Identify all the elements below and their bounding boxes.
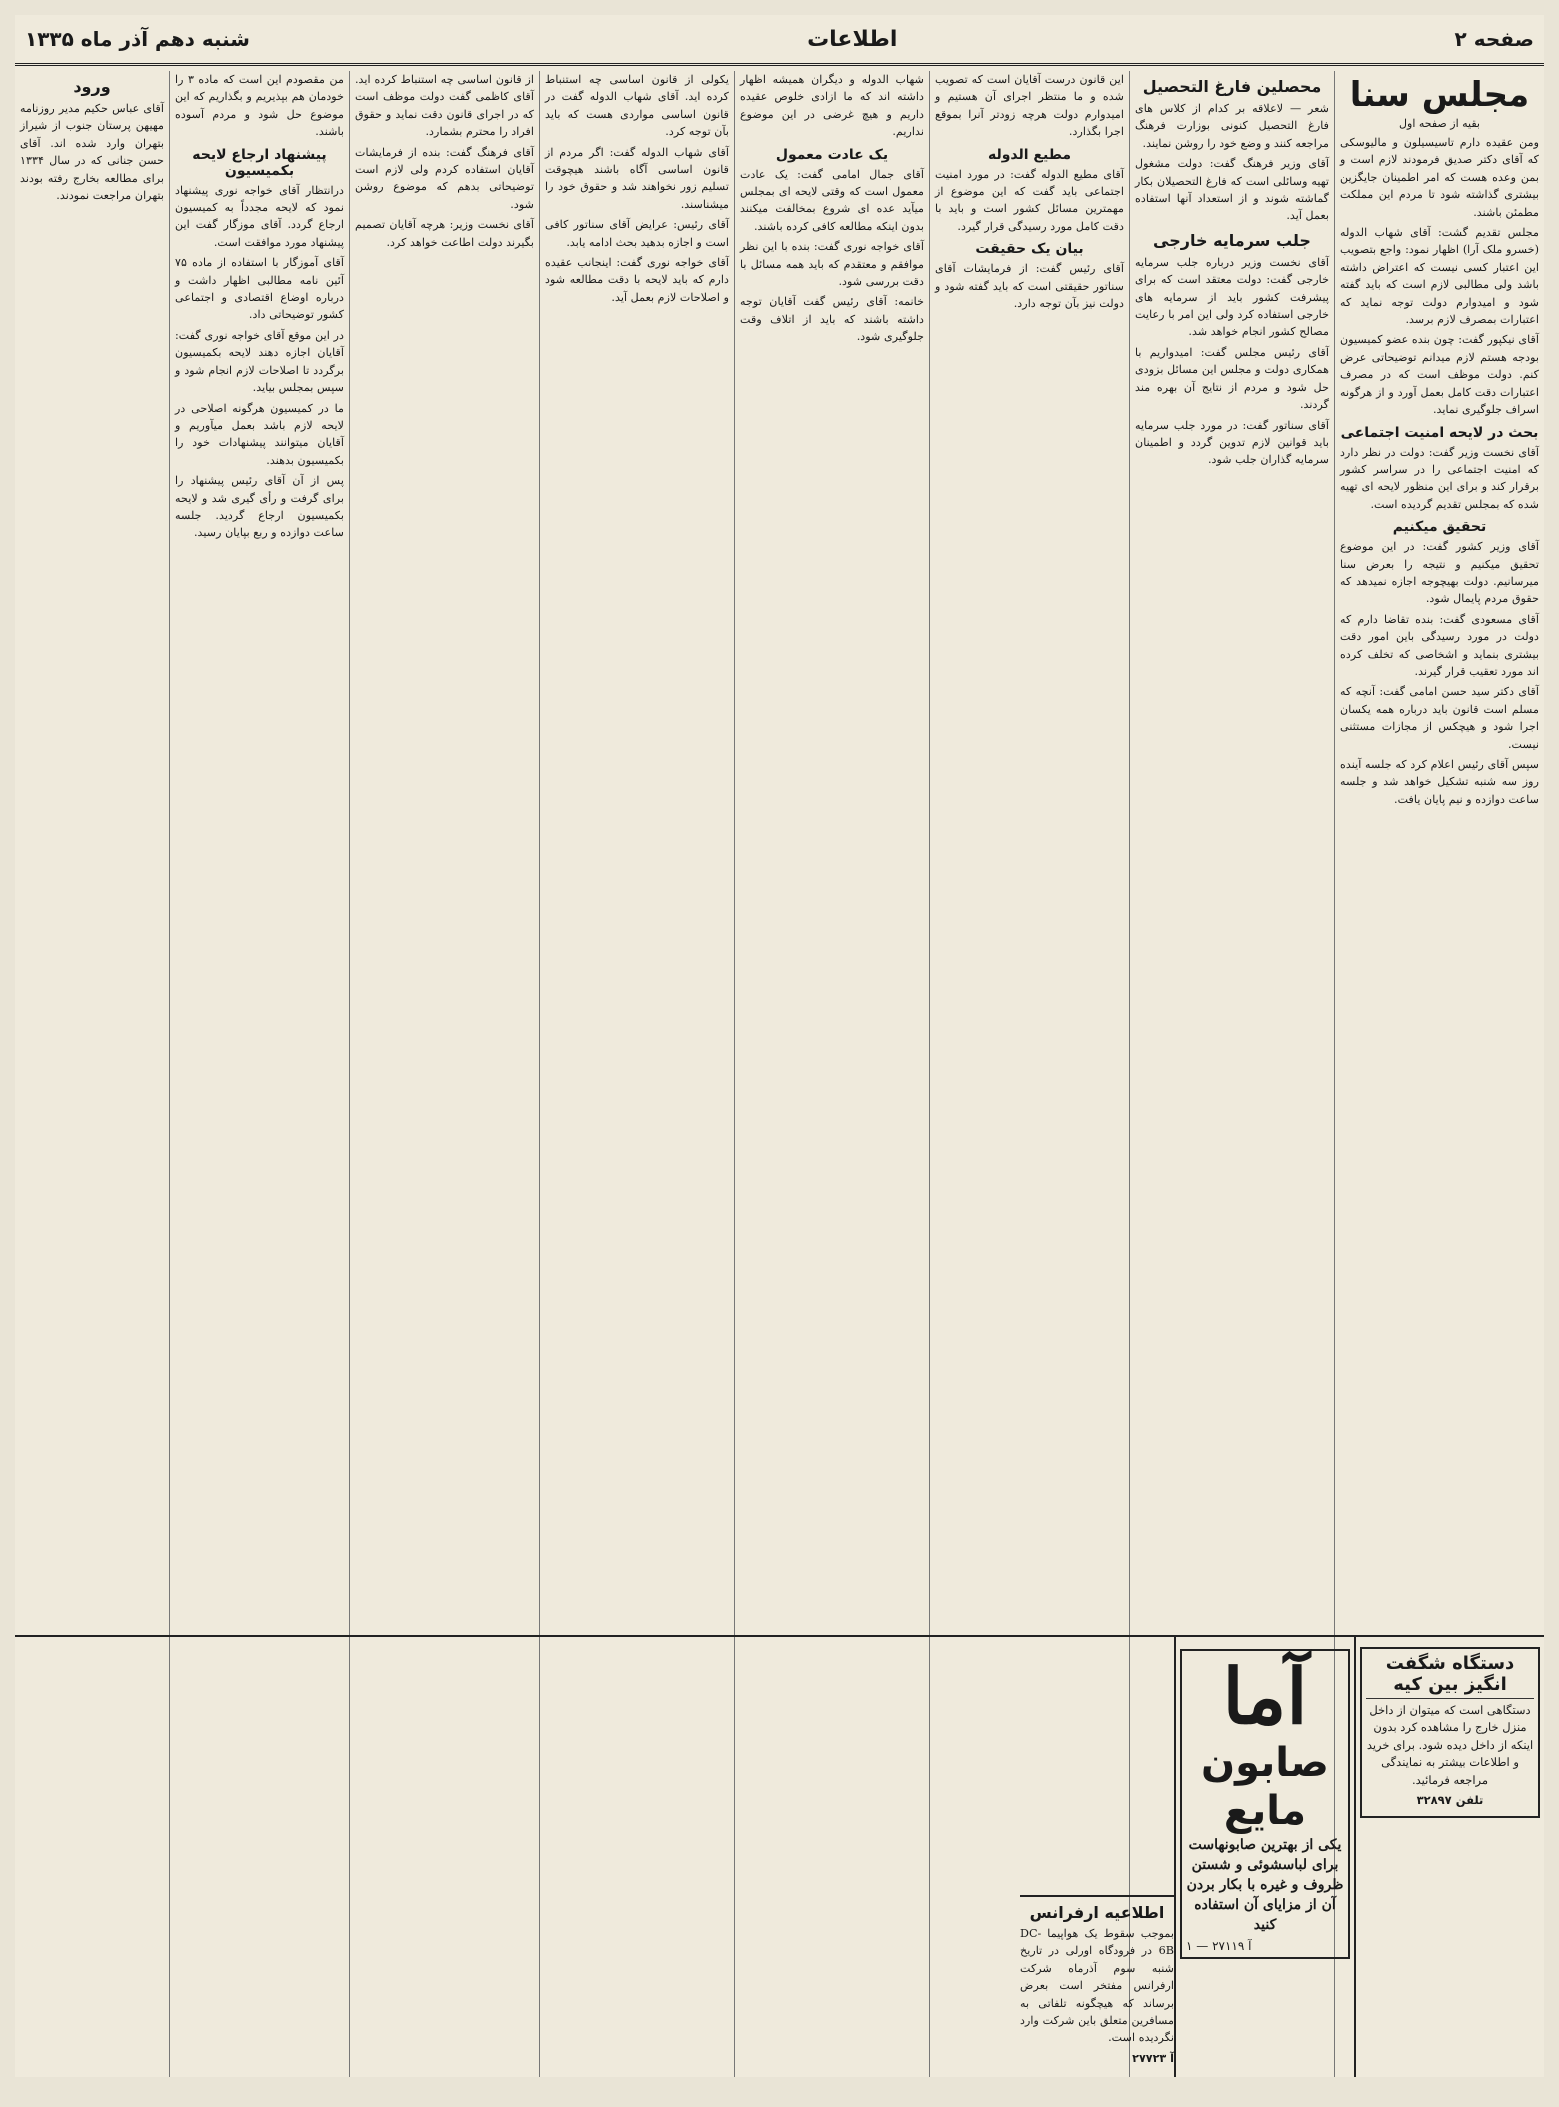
senate-paragraph: آقای دکتر سید حسن امامی گفت: آنچه که مسلم است قانون باید درباره همه یکسان اجرا شود و هیچکس از مجازات مستثنی نیست. <box>1340 685 1539 751</box>
senate-paragraph: ومن عقیده دارم تاسیسیلون و مالیوسکی که آقای دکتر صدیق فرمودند لازم است و بمن وعده هست که امر اطمینان جایگزین بیشتری گذاشته شود تا مردم این مملکت مطمئن باشند. <box>1340 136 1539 219</box>
ama-description: یکی از بهترین صابونهاست برای لباسشوئی و شستن ظروف و غیره با بکار بردن آن از مزایای آن استفاده کنید <box>1186 1837 1344 1933</box>
fact-heading: بیان یک حقیقت <box>975 241 1084 258</box>
column-5-paragraph: آقای رئیس: عرایض آقای سناتور کافی است و اجازه بدهید بحث ادامه یابد. <box>545 218 729 249</box>
ama-brand: آما <box>1222 1652 1308 1741</box>
page-number: صفحه ۲ <box>1454 27 1534 51</box>
graduates-paragraph: آقای وزیر فرهنگ گفت: دولت مشغول تهیه وسائلی است که فارغ التحصیلان بکار گماشته شوند و از استعداد آنها استفاده بعمل آید. <box>1135 157 1329 223</box>
column-7-paragraph: پس از آن آقای رئیس پیشنهاد را برای گرفت و رأی گیری شد و لایحه بکمیسیون ارجاع گردید. جلسه ساعت دوازده و ربع بپایان رسید. <box>175 474 344 540</box>
column-4-paragraph: آقای جمال امامی گفت: یک عادت معمول است که وقتی لایحه ای بمجلس میآید عده ای شروع بمخالفت میکنند بدون اینکه مطالعه کافی کرده باشند. <box>740 167 924 233</box>
ama-tel: آ ۲۷۱۱۹ — ۱ <box>1186 1939 1252 1953</box>
column-7-paragraph: من مقصودم این است که ماده ۳ را خودمان هم بپذیریم و بگذاریم که این موضوع حل شود و مردم آسوده باشند. <box>175 73 344 139</box>
column-4-paragraph: خانمه: آقای رئیس گفت آقایان توجه داشته باشند که باید از اتلاف وقت جلوگیری شود. <box>740 295 924 344</box>
senate-paragraph: سپس آقای رئیس اعلام کرد که جلسه آینده روز سه شنبه تشکیل خواهد شد و جلسه ساعت دوازده و نیم پایان یافت. <box>1340 758 1539 806</box>
graduates-paragraph: آقای نخست وزیر درباره جلب سرمایه خارجی گفت: دولت معتقد است که برای پیشرفت کشور باید از سرمایه های خارجی استفاده کرد ولی این امر با رعایت مصالح کشور انجام خواهد شد. <box>1135 255 1329 339</box>
graduates-title: محصلین فارغ التحصیل <box>1142 77 1322 96</box>
issue-date: شنبه دهم آذر ماه ۱۳۳۵ <box>25 27 250 51</box>
senate-paragraph: آقای مسعودی گفت: بنده تقاضا دارم که دولت در مورد رسیدگی باین امور دقت بیشتری بنماید و اشخاصی که تخلف کرده اند مورد تعقیب قرار گیرند. <box>1340 612 1539 678</box>
graduates-paragraph: شعر — لاعلاقه بر کدام از کلاس های فارغ التحصیل کنونی بوزارت فرهنگ مراجعه کنند و وضع خود را روشن نمایند. <box>1135 102 1329 150</box>
device-ad-text: دستگاهی است که میتوان از داخل منزل خارج را مشاهده کرد بدون اینکه از داخل دیده شود. برای خرید و اطلاعات بیشتر به نمایندگی مراجعه فرمائید. <box>1366 1703 1534 1787</box>
senate-subtitle: بقیه از صفحه اول <box>1399 117 1480 130</box>
column-4-paragraph: آقای خواجه نوری گفت: بنده با این نظر موافقم و معتقدم که باید همه مسائل با دقت بررسی شود. <box>740 240 924 289</box>
paper-name: اطلاعات <box>807 26 898 52</box>
device-ad-box <box>1360 1647 1540 1818</box>
senate-title: مجلس سنا <box>1349 75 1530 115</box>
column-3-paragraph: آقای رئیس گفت: از فرمایشات آقای سناتور حقیقتی است که باید گفته شود و دولت نیز بآن توجه دارد. <box>935 262 1124 311</box>
column-7-paragraph: آقای آموزگار با استفاده از ماده ۷۵ آئین نامه مطالبی اظهار داشت و درباره اوضاع اقتصادی و اجتماعی کشور توضیحاتی داد. <box>175 256 344 322</box>
air-france-notice <box>1020 1895 1174 2077</box>
air-france-title: اطلاعیه ارفرانس <box>1029 1903 1165 1922</box>
air-france-tel: آ ۲۷۷۲۳ <box>1132 2051 1174 2065</box>
senate-paragraph: آقای نخست وزیر گفت: دولت در نظر دارد که امنیت اجتماعی را در سراسر کشور برقرار کند و برای این منظور لایحه ای تهیه شده که بمجلس تقدیم گردیده است. <box>1340 445 1539 511</box>
column-4-paragraph: شهاب الدوله و دیگران همیشه اظهار داشته اند که ما ازادی خلوص عقیده داریم و هیچ غرضی در این موضوع نداریم. <box>740 73 924 139</box>
column-3-paragraph: آقای مطیع الدوله گفت: در مورد امنیت اجتماعی باید گفت که این موضوع از مهمترین مسائل کشور است و باید با دقت کامل مورد رسیدگی قرار گیرد. <box>935 167 1124 233</box>
air-france-text: بموجب سقوط یک هواپیما DC-6B در فرودگاه اورلی در تاریخ شنبه سوم آذرماه شرکت ارفرانس مفتخر است بعرض برساند که هیچگونه تلفاتی به مسافرین متعلق باین شرکت وارد نگردیده است. <box>1020 1927 1174 2045</box>
motiol-dowleh-heading: مطیع الدوله <box>987 146 1072 163</box>
column-5-paragraph: آقای شهاب الدوله گفت: اگر مردم از قانون اساسی آگاه باشند هیچوقت تسلیم زور نخواهند شد و حقوق خود را میشناسند. <box>545 145 729 211</box>
column-7-paragraph: ما در کمیسیون هرگونه اصلاحی در لایحه لازم باشد بعمل میآوریم و آقایان میتوانند پیشنهادات خود را بکمیسیون بدهند. <box>175 401 344 467</box>
senate-paragraph: آقای نیکپور گفت: چون بنده عضو کمیسیون بودجه هستم لازم میدانم توضیحاتی عرض کنم. دولت موظف است که در مصرف اعتبارات دقت کامل بعمل آورد و از هرگونه اسراف جلوگیری نماید. <box>1340 333 1539 417</box>
columns <box>15 71 1544 2077</box>
column-5-paragraph: یکولی از قانون اساسی چه استنباط کرده اید. آقای شهاب الدوله گفت در قانون اساسی مواردی هست که باید بآن توجه کرد. <box>545 73 729 139</box>
column-6-paragraph: آقای نخست وزیر: هرچه آقایان تصمیم بگیرند دولت اطاعت خواهد کرد. <box>355 218 534 249</box>
column-6-paragraph: از قانون اساسی چه استنباط کرده اید. آقای کاظمی گفت دولت موظف است که در اجرای قانون دقت نماید و حقوق افراد را محترم بشمارد. <box>355 73 534 139</box>
column-3-paragraph: این قانون درست آقایان است که تصویب شده و ما منتظر اجرای آن هستیم و امیدوارم دولت هرچه زودتر آنرا بموقع اجرا بگذارد. <box>935 73 1124 139</box>
senate-heading-invest: تحقیق میکنیم <box>1392 519 1487 536</box>
foreign-capital-title: جلب سرمایه خارجی <box>1153 230 1311 250</box>
ama-product: صابون مایع <box>1201 1740 1329 1834</box>
arrivals-title: ورود <box>73 77 111 96</box>
senate-heading-social: بحث در لایحه امنیت اجتماعی <box>1340 424 1539 441</box>
device-ad <box>1354 1637 1544 2077</box>
ama-ad-box <box>1180 1649 1350 1959</box>
column-6-paragraph: آقای فرهنگ گفت: بنده از فرمایشات آقایان استفاده کردم ولی لازم است توضیحاتی بدهم که موضوع روشن شود. <box>355 145 534 211</box>
device-ad-title: دستگاه شگفت انگیز بین کیه <box>1366 1653 1534 1699</box>
graduates-paragraph: آقای سناتور گفت: در مورد جلب سرمایه باید قوانین لازم تدوین گردد و اطمینان سرمایه گذاران جلب شود. <box>1135 418 1329 467</box>
senate-paragraph: مجلس تقدیم گشت: آقای شهاب الدوله (خسرو ملک آرا) اظهار نمود: واجع بتصویب این اعتبار کسی نیست که اعتراض داشته باشد ولی مطالبی لازم است که باید گفته شود و امیدوارم دولت توجه نماید که اعتبارات بمصرف لازم برسد. <box>1340 226 1539 327</box>
bill-referral-heading: پیشنهاد ارجاع لایحه بکمیسیون <box>192 146 327 179</box>
senate-paragraph: آقای وزیر کشور گفت: در این موضوع تحقیق میکنیم و نتیجه را بعرض سنا میرسانیم. دولت بهیچوجه اجازه نمیدهد که حقوق مردم پایمال شود. <box>1340 540 1539 606</box>
ama-ad <box>1174 1637 1354 2077</box>
column-5-paragraph: آقای خواجه نوری گفت: اینجانب عقیده دارم که باید لایحه با دقت مطالعه شود و اصلاحات لازم بعمل آید. <box>545 256 729 304</box>
graduates-paragraph: آقای رئیس مجلس گفت: امیدواریم با همکاری دولت و مجلس این مسائل بزودی حل شود و مردم از نتایج آن بهره مند گردند. <box>1135 345 1329 412</box>
masthead <box>15 15 1544 66</box>
usual-habit-heading: یک عادت معمول <box>775 146 889 163</box>
ads-band <box>15 1635 1544 2077</box>
column-7-paragraph: در این موقع آقای خواجه نوری گفت: آقایان اجازه دهند لایحه بکمیسیون برگردد تا اصلاحات لازم انجام شود و سپس بمجلس بیاید. <box>175 328 344 395</box>
column-7-paragraph: درانتظار آقای خواجه نوری پیشنهاد نمود که لایحه مجدداً به کمیسیون ارجاع گردد. آقای موزگار گفت این پیشنهاد مورد موافقت است. <box>175 183 344 249</box>
device-ad-tel: تلفن ۳۲۸۹۷ <box>1416 1793 1484 1808</box>
air-france-ad <box>1020 1637 1174 2077</box>
arrivals-text: آقای عباس حکیم مدیر روزنامه مهیهن پرستان جنوب از شیراز بتهران وارد شده اند. آقای حسن جنانی که در سال ۱۳۳۴ برای مطالعه بخارج رفته بودند بتهران مراجعت نمودند. <box>20 102 164 203</box>
newspaper-page <box>15 15 1544 2077</box>
